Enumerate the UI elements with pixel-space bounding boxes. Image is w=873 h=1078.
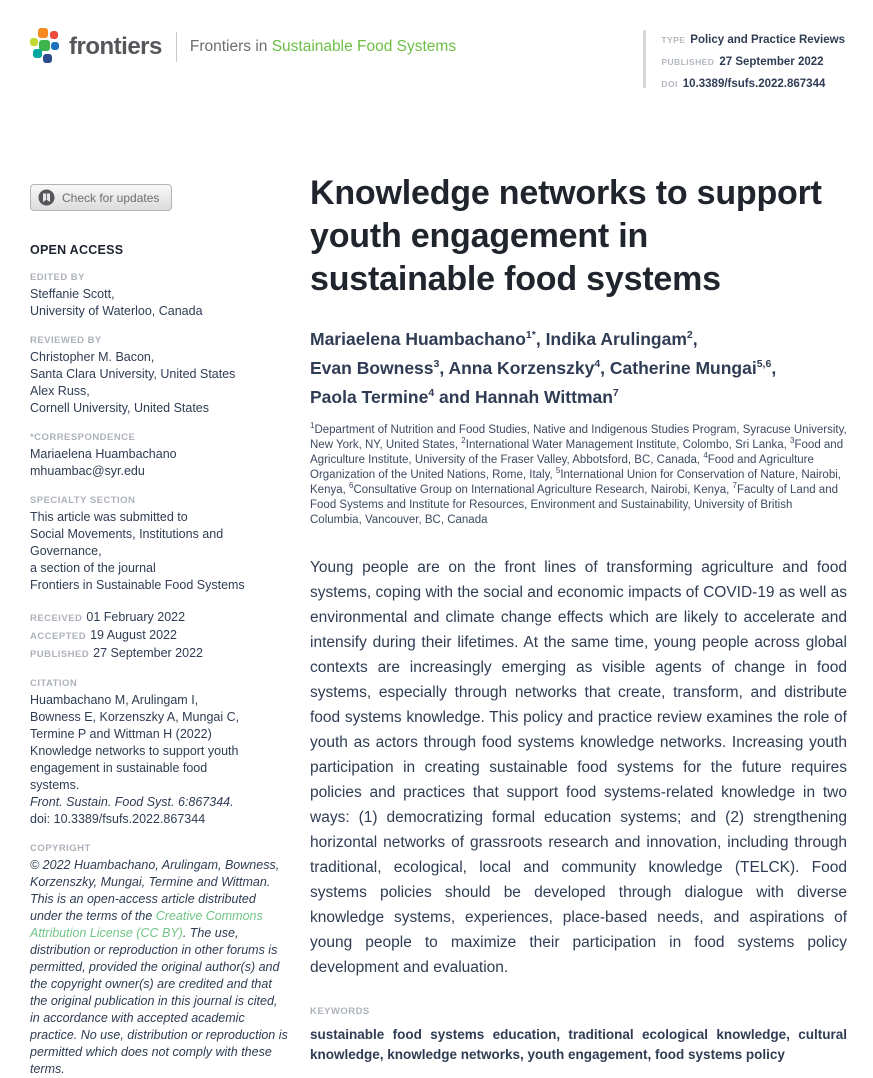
specialty-section-text: This article was submitted to Social Movements, Institutions and Governance, a section of the journal Frontiers in Sustainable Food Systems	[30, 510, 245, 592]
meta-type-label: TYPE	[661, 35, 686, 45]
article-title: Knowledge networks to support youth engagement in sustainable food systems	[310, 174, 822, 298]
meta-published-value: 27 September 2022	[719, 56, 824, 68]
meta-published-label: PUBLISHED	[661, 57, 715, 67]
meta-doi-value: 10.3389/fsufs.2022.867344	[682, 78, 826, 90]
creative-commons-link[interactable]: Creative Commons Attribution License (CC BY)	[30, 909, 263, 940]
correspondence-email-link[interactable]: mhuambac@syr.edu	[30, 464, 145, 478]
citation-label: CITATION	[30, 678, 78, 689]
meta-doi-label: DOI	[661, 79, 678, 89]
check-for-updates-button[interactable]	[30, 184, 172, 211]
article-dates	[30, 609, 288, 663]
accepted-value: 19 August 2022	[90, 628, 177, 642]
copyright-text: © 2022 Huambachano, Arulingam, Bowness, Korzenszky, Mungai, Termine and Wittman. This is an open-access article distributed under the terms of the Creative Commons Attribution License (CC BY). The use, distribution or reproduction in other forums is permitted, provided the original author(s) and the copyright owner(s) are credited and that the original publication in this journal is cited, in accordance with accepted academic practice. No use, distribution or reproduction is permitted which does not comply with these terms.	[30, 858, 288, 1076]
author-line: Paola Termine$^4$ and Hannah Wittman$^7$	[310, 387, 619, 407]
accepted-label: ACCEPTED	[30, 631, 87, 642]
meta-type-value: Policy and Practice Reviews	[690, 34, 845, 46]
received-label: RECEIVED	[30, 613, 83, 624]
reviewed-by-label: REVIEWED BY	[30, 335, 102, 346]
keywords-text: sustainable food systems education, traditional ecological knowledge, cultural knowledge, knowledge networks, youth engagement, food systems policy	[310, 1027, 847, 1062]
reviewed-by-text: Christopher M. Bacon, Santa Clara University, United States Alex Russ, Cornell University, United States	[30, 350, 236, 415]
meta-type-row	[661, 30, 845, 48]
check-for-updates-label: Check for updates	[62, 190, 160, 205]
accepted-date-row	[30, 627, 288, 645]
published-label: PUBLISHED	[30, 649, 90, 660]
page-header	[30, 28, 845, 98]
abstract-text: Young people are on the front lines of transforming agriculture and food systems, coping with the social and economic impacts of COVID-19 as well as environmental and climate change effects which are likely to accelerate and intensify during their lifetimes. At the same time, young people across global contexts are increasingly emerging as visible agents of change in food systems, especially through networks that create, transform, and distribute food systems knowledge. This policy and practice review examines the role of youth as actors through food systems knowledge networks. Increasing youth participation in creating sustainable food systems for the future requires policies and practices that support food systems-related knowledge in two ways: (1) democratizing formal education systems; and (2) strengthening horizontal networks of grassroots research and innovation, including through traditional, ecological, local and community knowledge (TELCK). Food systems policies should be developed through dialogue with diverse knowledge systems, experiences, place-based needs, and aspirations of young people to maximize their participation in food systems policy development and evaluation.	[310, 559, 847, 976]
crossmark-icon	[38, 189, 55, 206]
received-date-row	[30, 609, 288, 627]
author-list	[310, 325, 847, 412]
author-line: Evan Bowness$^3$, Anna Korzenszky$^4$, Catherine Mungai$^{5,6}$,	[310, 358, 777, 378]
edited-by-label: EDITED BY	[30, 272, 85, 283]
brand-divider	[176, 32, 177, 62]
published-date-row	[30, 645, 288, 663]
meta-doi-row	[661, 74, 845, 92]
article-meta-block	[643, 30, 845, 96]
open-access-badge: OPEN ACCESS	[30, 243, 124, 257]
brand-wordmark: frontiers	[69, 33, 162, 60]
specialty-section-label: SPECIALTY SECTION	[30, 495, 136, 506]
edited-by-text: Steffanie Scott, University of Waterloo, Canada	[30, 287, 203, 318]
received-value: 01 February 2022	[86, 610, 186, 624]
author-line: Mariaelena Huambachano$^{1*}$, Indika Arulingam$^2$,	[310, 329, 698, 349]
copyright-label: COPYRIGHT	[30, 843, 91, 854]
published-value: 27 September 2022	[93, 646, 203, 660]
keywords-label: KEYWORDS	[310, 1006, 370, 1017]
meta-published-row	[661, 52, 845, 70]
citation-text: Huambachano M, Arulingam I, Bowness E, Korzenszky A, Mungai C, Termine P and Wittman H (2022) Knowledge networks to support youth engagement in sustainable food systems. Front. Sustain. Food Syst. 6:867344. doi: 10.3389/fsufs.2022.867344	[30, 693, 240, 826]
meta-divider-bar	[643, 30, 646, 88]
affiliations: $^1$Department of Nutrition and Food Studies, Native and Indigenous Studies Program, Syracuse University, New York, NY, United States, $^2$International Water Management Institute, Colombo, Sri Lanka, $^3$Food and Agriculture Institute, University of the Fraser Valley, Abbotsford, BC, Canada, $^4$Food and Agriculture Organization of the United Nations, Rome, Italy, $^5$International Union for Conservation of Nature, Nairobi, Kenya, $^6$Consultative Group on International Agriculture Research, Nairobi, Kenya, $^7$Faculty of Land and Food Systems and Institute for Resources, Environment and Sustainability, University of British Columbia, Vancouver, BC, Canada	[310, 421, 847, 526]
correspondence-label: *CORRESPONDENCE	[30, 432, 136, 443]
sidebar	[30, 184, 288, 1078]
correspondence-name: Mariaelena Huambachano	[30, 447, 177, 461]
journal-name-highlight: Sustainable Food Systems	[271, 38, 457, 55]
article-main	[310, 172, 847, 1065]
journal-name: Frontiers in Sustainable Food Systems	[189, 38, 457, 55]
frontiers-logo-icon	[30, 28, 60, 66]
